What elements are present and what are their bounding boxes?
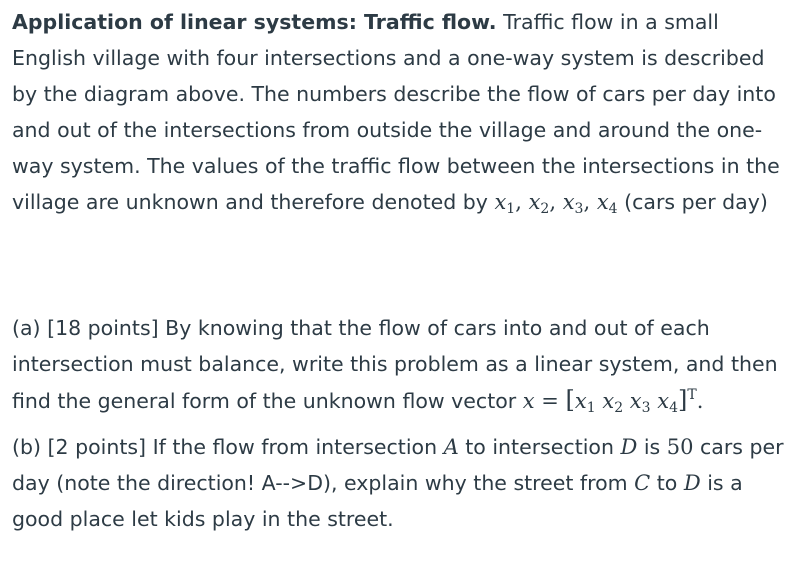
intro-paragraph	[12, 4, 785, 220]
part-a-text: By knowing that the flow of cars into and out of each intersection must balance, write this problem as a linear system, and then find the general form of the unknown flow vector	[12, 316, 778, 413]
node-c: C	[634, 471, 651, 495]
node-d: D	[620, 435, 638, 459]
node-d-second: D	[683, 471, 701, 495]
intro-text: Traffic flow in a small English village with four intersections and a one-way system is described by the diagram above. The numbers describe the flow of cars per day into and out of the intersections from outside the village and around the one-way system. The values of the traffic flow between the intersections in the village are unknown and therefore denoted by	[12, 10, 780, 214]
variable-list: $x_1$, $x_2$, $x_3$, $x_4$	[494, 190, 618, 217]
part-b-label: (b) [2 points]	[12, 435, 147, 459]
part-a-paragraph	[12, 310, 785, 419]
flow-value: 50	[666, 435, 694, 459]
part-a-label: (a) [18 points]	[12, 316, 159, 340]
flow-vector-equation: $x = [x_1$ $x_2$ $x_3$ $x_4]^T$.	[522, 386, 704, 416]
intro-units: (cars per day)	[617, 190, 768, 214]
problem-title: Application of linear systems: Traffic flow.	[12, 10, 497, 34]
node-a: A	[443, 435, 459, 459]
part-b-paragraph: (b) [2 points] If the flow from intersection A to intersection D is 50 cars per day (note the direction! A-->D), explain why the street from C to D is a good place let kids play in the street.	[12, 435, 784, 531]
